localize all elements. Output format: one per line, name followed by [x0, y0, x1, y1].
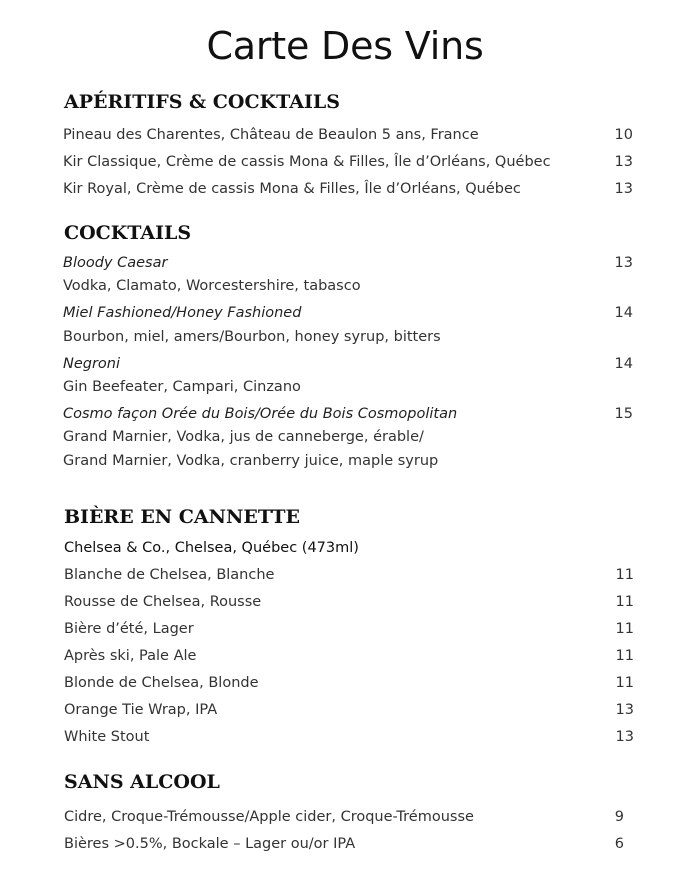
section-heading-beer: BIÈRE EN CANNETTE: [64, 506, 300, 528]
beer-label: Après ski, Pale Ale: [64, 648, 197, 664]
beer-price: 13: [615, 702, 634, 718]
menu-item-label: Kir Royal, Crème de cassis Mona & Filles, Île d’Orléans, Québec: [63, 181, 521, 197]
cocktail-name: Bloody Caesar: [63, 255, 168, 271]
cocktail-description: Gin Beefeater, Campari, Cinzano: [63, 379, 301, 395]
beer-price: 11: [615, 594, 634, 610]
cocktail-description: Vodka, Clamato, Worcestershire, tabasco: [63, 278, 361, 294]
cocktail-name: Miel Fashioned/Honey Fashioned: [63, 305, 302, 321]
beer-price: 11: [615, 648, 634, 664]
cocktail-price: 15: [614, 406, 633, 422]
beer-price: 11: [615, 675, 634, 691]
menu-item-price: 13: [614, 154, 633, 170]
cocktail-description: Bourbon, miel, amers/Bourbon, honey syrup, bitters: [63, 329, 441, 345]
beer-label: Blanche de Chelsea, Blanche: [64, 567, 275, 583]
beer-brewery: Chelsea & Co., Chelsea, Québec (473ml): [64, 540, 359, 556]
menu-item-price: 6: [614, 836, 624, 852]
cocktail-description: Grand Marnier, Vodka, jus de canneberge, érable/: [63, 429, 424, 445]
beer-label: Orange Tie Wrap, IPA: [64, 702, 218, 718]
beer-price: 11: [615, 621, 634, 637]
menu-item-label: Cidre, Croque-Trémousse/Apple cider, Croque-Trémousse: [64, 809, 474, 825]
section-heading-cocktails: COCKTAILS: [64, 222, 192, 244]
cocktail-price: 14: [614, 356, 633, 372]
section-heading-aperitifs: APÉRITIFS & COCKTAILS: [64, 91, 340, 113]
menu-item-price: 9: [614, 809, 624, 825]
beer-label: White Stout: [64, 729, 150, 745]
beer-label: Rousse de Chelsea, Rousse: [64, 594, 262, 610]
beer-label: Bière d’été, Lager: [64, 621, 194, 637]
beer-label: Blonde de Chelsea, Blonde: [64, 675, 259, 691]
menu-item-price: 10: [614, 127, 633, 143]
menu-item-price: 13: [614, 181, 633, 197]
page-title: Carte Des Vins: [206, 24, 484, 68]
beer-price: 11: [615, 567, 634, 583]
cocktail-price: 13: [614, 255, 633, 271]
beer-price: 13: [615, 729, 634, 745]
cocktail-price: 14: [614, 305, 633, 321]
cocktail-name: Negroni: [63, 356, 121, 372]
menu-item-label: Kir Classique, Crème de cassis Mona & Filles, Île d’Orléans, Québec: [63, 154, 551, 170]
cocktail-name: Cosmo façon Orée du Bois/Orée du Bois Cosmopolitan: [63, 406, 458, 422]
section-heading-sans-alcool: SANS ALCOOL: [64, 771, 220, 793]
menu-item-label: Bières >0.5%, Bockale – Lager ou/or IPA: [64, 836, 356, 852]
cocktail-description: Grand Marnier, Vodka, cranberry juice, maple syrup: [63, 453, 439, 469]
menu-item-label: Pineau des Charentes, Château de Beaulon 5 ans, France: [63, 127, 479, 143]
